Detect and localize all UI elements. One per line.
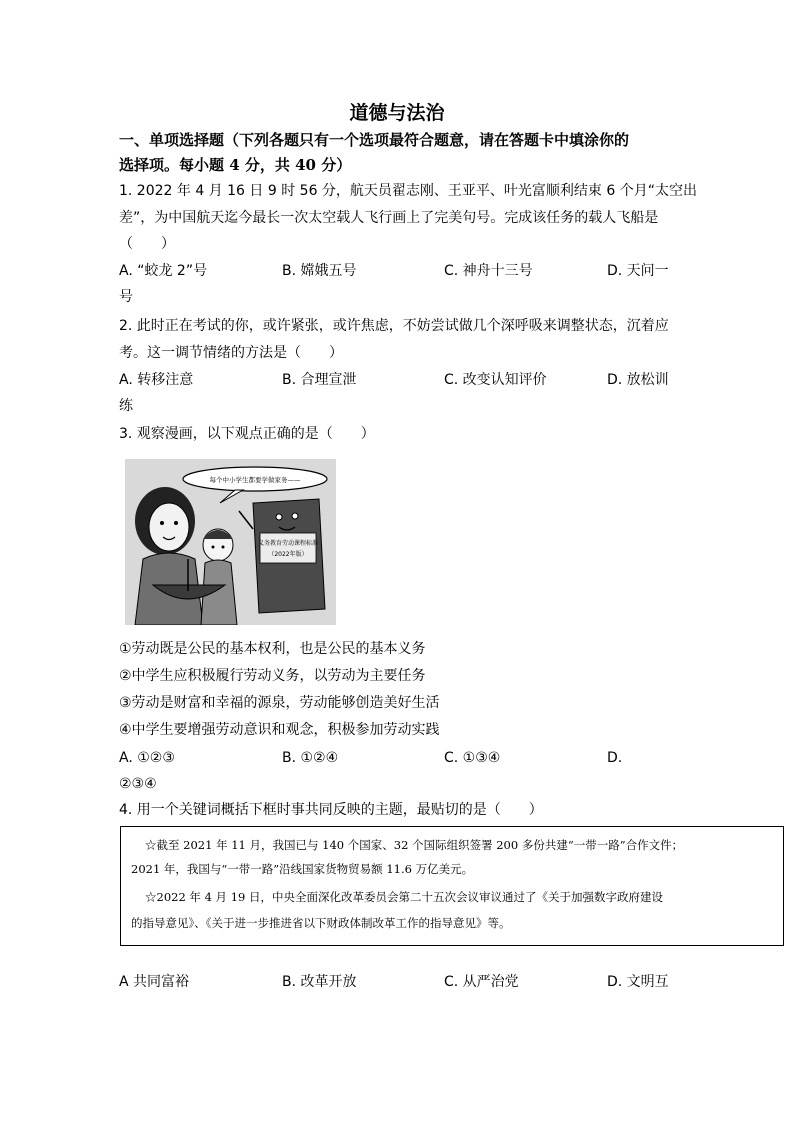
q3-statement-1: ①劳动既是公民的基本权利，也是公民的基本义务	[119, 641, 426, 657]
q3-statement-2: ②中学生应积极履行劳动义务，以劳动为主要任务	[119, 668, 426, 684]
q4-stem: 4. 用一个关键词概括下框时事共同反映的主题，最贴切的是（ ）	[119, 802, 543, 818]
q3-option-c: C. ①③④	[444, 750, 501, 766]
q3-option-b: B. ①②④	[282, 750, 339, 766]
q4-box-line4: 的指导意见》、《关于进一步推进省以下财政体制改革工作的指导意见》等。	[131, 916, 511, 930]
q3-option-d: D.	[607, 750, 623, 766]
q4-news-box	[120, 826, 784, 946]
q2-option-d: D. 放松训	[607, 372, 669, 388]
q3-option-d-wrap: ②③④	[119, 776, 157, 792]
q1-option-b: B. 嫦娥五号	[282, 263, 357, 279]
q3-comic-image	[125, 459, 336, 625]
q1-option-c: C. 神舟十三号	[444, 263, 533, 279]
q4-option-c: C. 从严治党	[444, 974, 519, 990]
q2-option-b: B. 合理宣泄	[282, 372, 357, 388]
q2-option-d-wrap: 练	[119, 398, 133, 414]
q1-answer-blank: （ ）	[119, 236, 175, 252]
q2-option-c: C. 改变认知评价	[444, 372, 547, 388]
q1-stem-line1: 1. 2022 年 4 月 16 日 9 时 56 分，航天员翟志刚、王亚平、叶光富顺利结束 6 个月“太空出	[119, 183, 697, 199]
comic-bubble-text: 每个中小学生都要学做家务——	[209, 476, 301, 484]
q1-stem-line2: 差”，为中国航天迄今最长一次太空载人飞行画上了完美句号。完成该任务的载人飞船是	[119, 210, 659, 226]
q4-option-d: D. 文明互	[607, 974, 669, 990]
q2-option-a: A. 转移注意	[119, 372, 194, 388]
section-heading-line2: 选择项。每小题 4 分，共 40 分）	[119, 156, 352, 174]
q3-statement-3: ③劳动是财富和幸福的源泉，劳动能够创造美好生活	[119, 695, 440, 711]
q4-option-a: A 共同富裕	[119, 974, 190, 990]
q3-statement-4: ④中学生要增强劳动意识和观念，积极参加劳动实践	[119, 722, 440, 738]
page-title: 道德与法治	[349, 102, 445, 124]
section-heading-line1: 一、单项选择题（下列各题只有一个选项最符合题意，请在答题卡中填涂你的	[119, 131, 630, 149]
q1-option-d: D. 天问一	[607, 263, 669, 279]
q3-option-a: A. ①②③	[119, 750, 175, 766]
q4-option-b: B. 改革开放	[282, 974, 357, 990]
comic-sign-title: 义务教育劳动课程标准	[257, 540, 319, 547]
q4-box-line3: ☆2022 年 4 月 19 日，中央全面深化改革委员会第二十五次会议审议通过了《关于加强数字政府建设	[145, 890, 663, 904]
q3-stem: 3. 观察漫画，以下观点正确的是（ ）	[119, 426, 375, 442]
q4-box-line1: ☆截至 2021 年 11 月，我国已与 140 个国家、32 个国际组织签署 200 多份共建“一带一路”合作文件；	[145, 838, 684, 852]
q1-option-a: A. “蛟龙 2”号	[119, 263, 208, 279]
q1-option-d-wrap: 号	[119, 289, 133, 305]
q2-stem-line1: 2. 此时正在考试的你，或许紧张，或许焦虑，不妨尝试做几个深呼吸来调整状态，沉着应	[119, 318, 669, 334]
comic-sign-year: （2022年版）	[268, 551, 308, 558]
q4-box-line2: 2021 年，我国与“一带一路”沿线国家货物贸易额 11.6 万亿美元。	[131, 862, 474, 876]
q2-stem-line2: 考。这一调节情绪的方法是（ ）	[119, 345, 343, 361]
